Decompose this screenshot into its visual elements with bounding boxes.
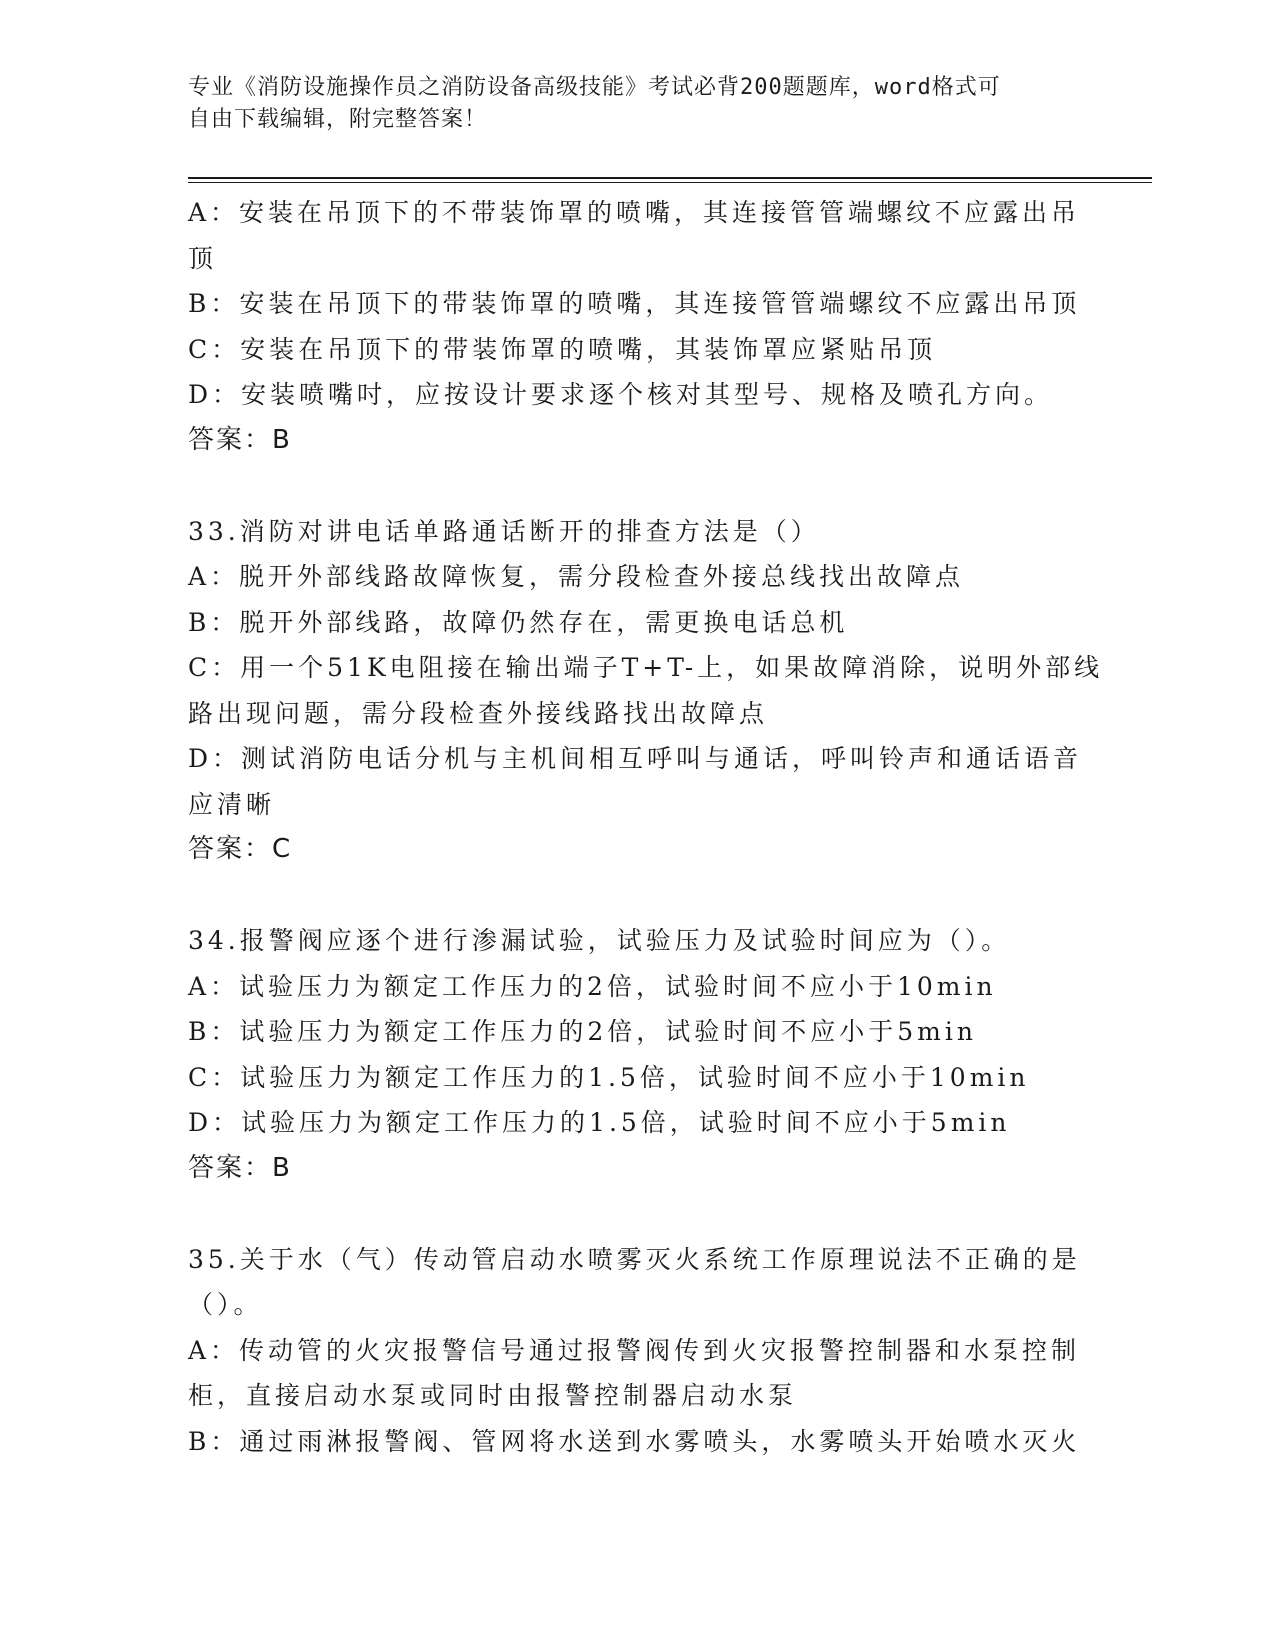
option-a: A：传动管的火灾报警信号通过报警阀传到火灾报警控制器和水泵控制 bbox=[188, 1335, 1081, 1365]
document-body bbox=[188, 190, 1104, 1464]
option-d: D：安装喷嘴吋，应按设计要求逐个核对其型号、规格及喷孔方向。 bbox=[188, 380, 1054, 409]
question-block-35 bbox=[188, 1237, 1088, 1465]
option-a: A：试验压力为额定工作压力的2倍，试验时间不应小于10min bbox=[188, 971, 997, 1001]
question-stem-continued: （）。 bbox=[188, 1290, 263, 1319]
question-block-33 bbox=[188, 509, 1104, 873]
option-c: C：用一个51K电阻接在输出端子T+T-上，如果故障消除，说明外部线 bbox=[188, 653, 1104, 682]
spacer bbox=[188, 873, 1088, 919]
option-d: D：试验压力为额定工作压力的1.5倍，试验时间不应小于5min bbox=[188, 1108, 1011, 1137]
answer-line: 答案：B bbox=[188, 424, 292, 455]
option-c: C：安装在吊顶下的带装饰罩的喷嘴，其装饰罩应紧贴吊顶 bbox=[188, 334, 937, 364]
option-d: D：测试消防电话分机与主机间相互呼叫与通话，呼叫铃声和通话语音 bbox=[188, 744, 1083, 773]
option-b: B：试验压力为额定工作压力的2倍，试验时间不应小于5min bbox=[188, 1017, 977, 1046]
option-b: B：脱开外部线路，故障仍然存在，需更换电话总机 bbox=[188, 607, 849, 637]
question-stem: 34.报警阀应逐个进行渗漏试验，试验压力及试验时间应为（）。 bbox=[188, 926, 1011, 955]
question-block-34 bbox=[188, 918, 1088, 1191]
option-c: C：试验压力为额定工作压力的1.5倍，试验时间不应小于10min bbox=[188, 1062, 1030, 1092]
option-a: A：安装在吊顶下的不带装饰罩的喷嘴，其连接管管端螺纹不应露出吊 bbox=[188, 198, 1081, 227]
header-line-2: 自由下载编辑，附完整答案！ bbox=[188, 107, 488, 132]
header-rule-thick bbox=[188, 177, 1152, 179]
document-header bbox=[188, 72, 1068, 136]
answer-line: 答案：C bbox=[188, 834, 293, 864]
option-b: B：通过雨淋报警阀、管网将水送到水雾喷头，水雾喷头开始喷水灭火 bbox=[188, 1426, 1081, 1456]
answer-line: 答案：B bbox=[188, 1152, 292, 1183]
option-a-continued: 柜，直接启动水泵或同时由报警控制器启动水泵 bbox=[188, 1381, 798, 1410]
spacer bbox=[188, 1191, 1088, 1237]
option-a: A：脱开外部线路故障恢复，需分段检查外接总线找出故障点 bbox=[188, 562, 965, 591]
question-block-32 bbox=[188, 190, 1088, 463]
spacer bbox=[188, 463, 1088, 509]
option-b: B：安装在吊顶下的带装饰罩的喷嘴，其连接管管端螺纹不应露出吊顶 bbox=[188, 289, 1081, 318]
option-d-continued: 应清晰 bbox=[188, 789, 276, 819]
header-rule-thin bbox=[188, 182, 1152, 183]
question-stem: 35.关于水（气）传动管启动水喷雾灭火系统工作原理说法不正确的是 bbox=[188, 1244, 1081, 1274]
question-stem: 33.消防对讲电话单路通话断开的排查方法是（） bbox=[188, 516, 820, 546]
header-line-1: 专业《消防设施操作员之消防设备高级技能》考试必背200题题库，word格式可 bbox=[188, 75, 1001, 100]
option-a-continued: 顶 bbox=[188, 243, 218, 273]
option-c-continued: 路出现问题，需分段检查外接线路找出故障点 bbox=[188, 698, 769, 728]
